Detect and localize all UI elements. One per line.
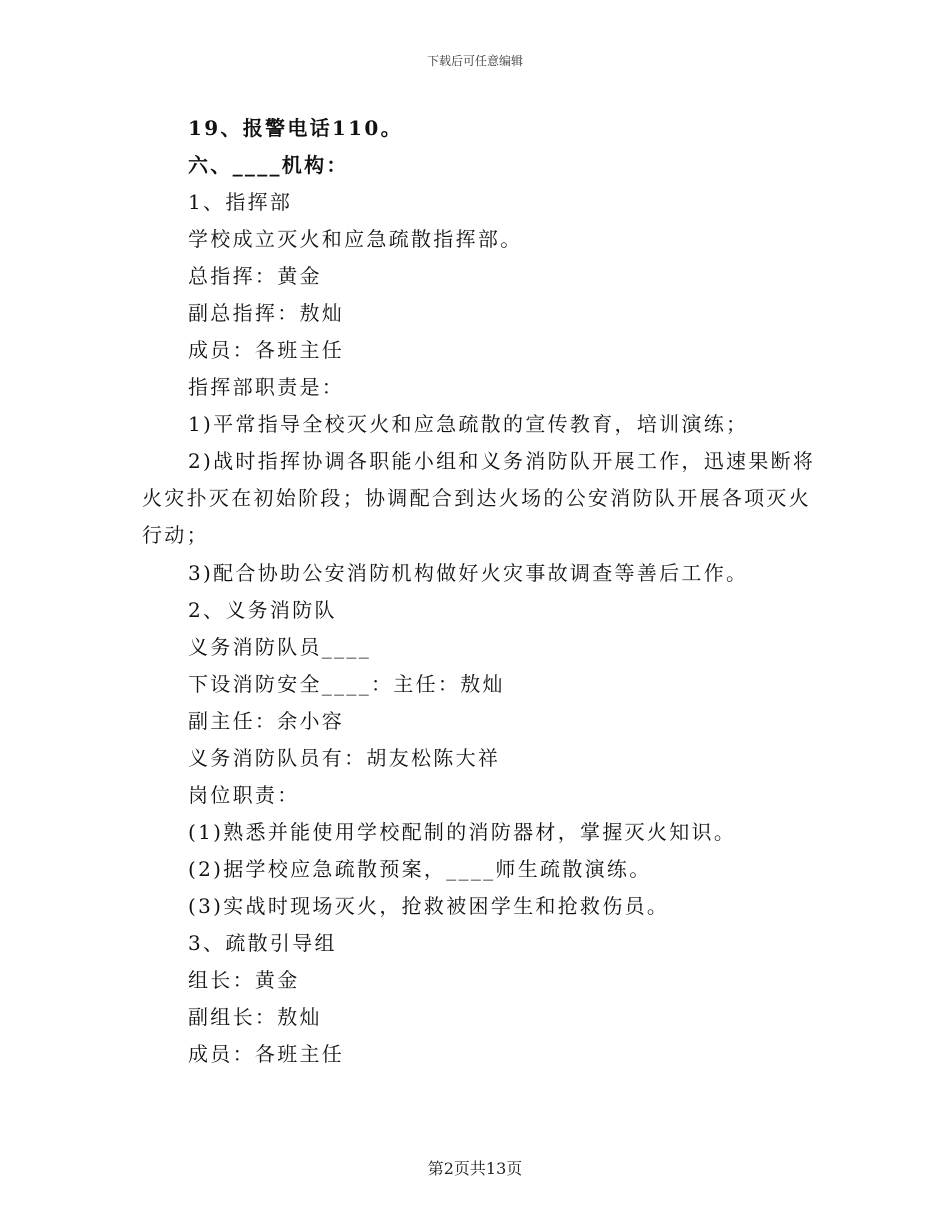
paragraph-line: 行动；: [142, 523, 209, 547]
paragraph-line: 副组长：敖灿: [188, 1005, 322, 1029]
paragraph-line: 岗位职责：: [188, 783, 300, 807]
paragraph-line: 成员：各班主任: [188, 1042, 345, 1066]
paragraph-line: (2)据学校应急疏散预案，____师生疏散演练。: [188, 857, 652, 881]
paragraph-line: 义务消防队员有：胡友松陈大祥: [188, 746, 501, 770]
subsection-2-heading: 2、义务消防队: [188, 598, 337, 622]
paragraph-line: 下设消防安全____：主任：敖灿: [188, 672, 505, 696]
paragraph-line: 学校成立灭火和应急疏散指挥部。: [188, 227, 523, 251]
paragraph-line: 3)配合协助公安消防机构做好火灾事故调查等善后工作。: [188, 561, 749, 585]
paragraph-line: 2)战时指挥协调各职能小组和义务消防队开展工作，迅速果断将: [188, 449, 816, 473]
subsection-3-heading: 3、疏散引导组: [188, 931, 337, 955]
paragraph-line: 义务消防队员____: [188, 635, 371, 659]
paragraph-line: 副主任：余小容: [188, 709, 345, 733]
paragraph-line: 火灾扑灭在初始阶段；协调配合到达火场的公安消防队开展各项灭火: [142, 486, 811, 510]
paragraph-line: 指挥部职责是：: [188, 375, 345, 399]
paragraph-line: (3)实战时现场灭火，抢救被困学生和抢救伤员。: [188, 894, 670, 918]
page-header: 下载后可任意编辑: [426, 54, 523, 68]
page-footer: 第2页共13页: [427, 1159, 523, 1178]
item-19-alarm-phone: 19、报警电话110。: [188, 116, 403, 140]
paragraph-line: 副总指挥：敖灿: [188, 301, 345, 325]
paragraph-line: 成员：各班主任: [188, 338, 345, 362]
paragraph-line: 总指挥：黄金: [188, 264, 322, 288]
paragraph-line: (1)熟悉并能使用学校配制的消防器材，掌握灭火知识。: [188, 820, 737, 844]
paragraph-line: 组长：黄金: [188, 968, 300, 992]
paragraph-line: 1)平常指导全校灭火和应急疏散的宣传教育，培训演练；: [188, 412, 749, 436]
section-6-heading: 六、____机构：: [188, 153, 349, 177]
subsection-1-heading: 1、指挥部: [188, 190, 293, 214]
